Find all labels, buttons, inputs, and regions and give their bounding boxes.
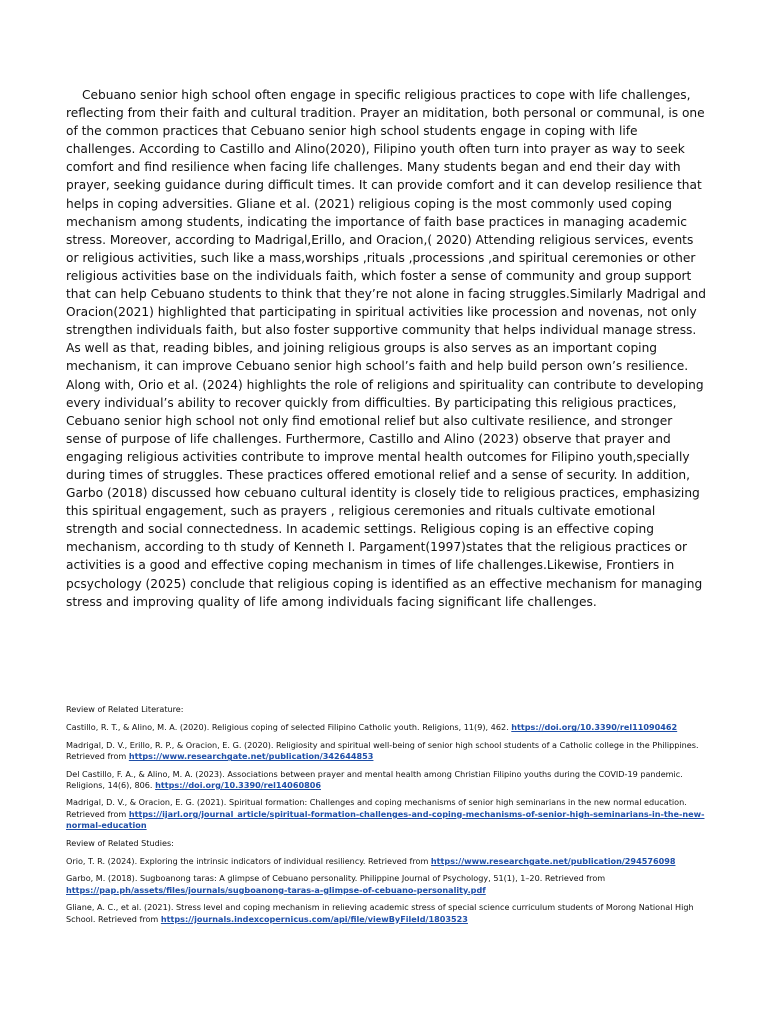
reference-text: Garbo, M. (2018). Sugboanong taras: A glimpse of Cebuano personality. Philippine Journal of Psychology, 51(1), 1–20. Retrieved from (66, 873, 606, 884)
reference-entry (66, 797, 706, 831)
reference-entry (66, 856, 706, 867)
reference-entry (66, 873, 706, 896)
reference-text: Castillo, R. T., & Alino, M. A. (2020). Religious coping of selected Filipino Catholic youth. Religions, 11(9), 462. (66, 722, 512, 733)
reference-link[interactable]: https://pap.ph/assets/files/journals/sugboanong-taras-a-glimpse-of-cebuano-personality.pdf (66, 884, 486, 895)
reference-link[interactable]: https://www.researchgate.net/publication/342644853 (128, 751, 374, 762)
reference-entry (66, 740, 706, 763)
reference-link[interactable]: https://doi.org/10.3390/rel14060806 (155, 780, 321, 791)
references-section (66, 704, 706, 931)
reference-entry (66, 902, 706, 925)
literature-heading: Review of Related Literature: (66, 704, 184, 714)
body-paragraph: Cebuano senior high school often engage in specific religious practices to cope with life challenges, reflecting from their faith and cultural tradition. Prayer an miditation, both personal or communal, is one of the common practices that Cebuano senior high school students engage in coping with life challenges. According to Castillo and Alino(2020), Filipino youth often turn into prayer as way to seek comfort and find resilience when facing life challenges. Many students began and end their day with prayer, seeking guidance during difficult times. It can provide comfort and it can develop resilience that helps in coping adversities. Gliane et al. (2021) religious coping is the most commonly used coping mechanism among students, indicating the importance of faith base practices in managing academic stress. Moreover, according to Madrigal,Erillo, and Oracion,( 2020) Attending religious services, events or religious activities, such like a mass,worships ,rituals ,processions ,and spiritual ceremonies or other religious activities base on the individuals faith, which foster a sense of community and group support that can help Cebuano students to think that they’re not alone in facing struggles.Similarly Madrigal and Oracion(2021) highlighted that participating in spiritual activities like procession and novenas, not only strengthen individuals faith, but also foster supportive community that helps individual manage stress. As well as that, reading bibles, and joining religious groups is also serves as an important coping mechanism, it can improve Cebuano senior high school’s faith and help build person own’s resilience. Along with, Orio et al. (2024) highlights the role of religions and spirituality can contribute to developing every individual’s ability to recover quickly from difficulties. By participating this religious practices, Cebuano senior high school not only find emotional relief but also cultivate resilience, and stronger sense of purpose of life challenges. Furthermore, Castillo and Alino (2023) observe that prayer and engaging religious activities contribute to improve mental health outcomes for Filipino youth,specially during times of struggles. These practices offered emotional relief and a sense of security. In addition, Garbo (2018) discussed how cebuano cultural identity is closely tide to religious practices, emphasizing this spiritual engagement, such as prayers , religious ceremonies and rituals cultivate emotional strength and social connectedness. In academic settings. Religious coping is an effective coping mechanism, according to th study of Kenneth I. Pargament(1997)states that the religious practices or activities is a good and effective coping mechanism in times of life challenges.Likewise, Frontiers in pcsychology (2025) conclude that religious coping is identified as an effective mechanism for managing stress and improving quality of life among individuals facing significant life challenges. (66, 88, 706, 609)
reference-text: Madrigal, D. V., & Oracion, E. G. (2021). Spiritual formation: Challenges and coping mechanisms of senior high seminarians in the new normal education. Retrieved from (66, 797, 687, 819)
reference-text: Gliane, A. C., et al. (2021). Stress level and coping mechanism in relieving academic stress of special science curriculum students of Morong National High School. Retrieved from (66, 902, 694, 924)
reference-text: Orio, T. R. (2024). Exploring the intrinsic indicators of individual resiliency. Retrieved from (66, 856, 431, 867)
reference-text: Del Castillo, F. A., & Alino, M. A. (2023). Associations between prayer and mental health among Christian Filipino youths during the COVID-19 pandemic. Religions, 14(6), 806. (66, 768, 683, 791)
studies-heading: Review of Related Studies: (66, 837, 174, 848)
reference-link[interactable]: https://doi.org/10.3390/rel11090462 (511, 722, 678, 733)
reference-link[interactable]: https://www.researchgate.net/publication/294576098 (430, 856, 676, 867)
reference-link[interactable]: https://ijarl.org/journal_article/spiritual-formation-challenges-and-coping-mechanisms-of-senior-high-seminarians-in-the-new-normal-education (66, 808, 705, 831)
reference-entry (66, 769, 706, 792)
reference-link[interactable]: https://journals.indexcopernicus.com/api/file/viewByFileId/1803523 (160, 913, 468, 924)
reference-entry (66, 722, 706, 733)
reference-text: Madrigal, D. V., Erillo, R. P., & Oracion, E. G. (2020). Religiosity and spiritual well-being of senior high school students of a Catholic college in the Philippines. Retrieved from (66, 739, 699, 762)
